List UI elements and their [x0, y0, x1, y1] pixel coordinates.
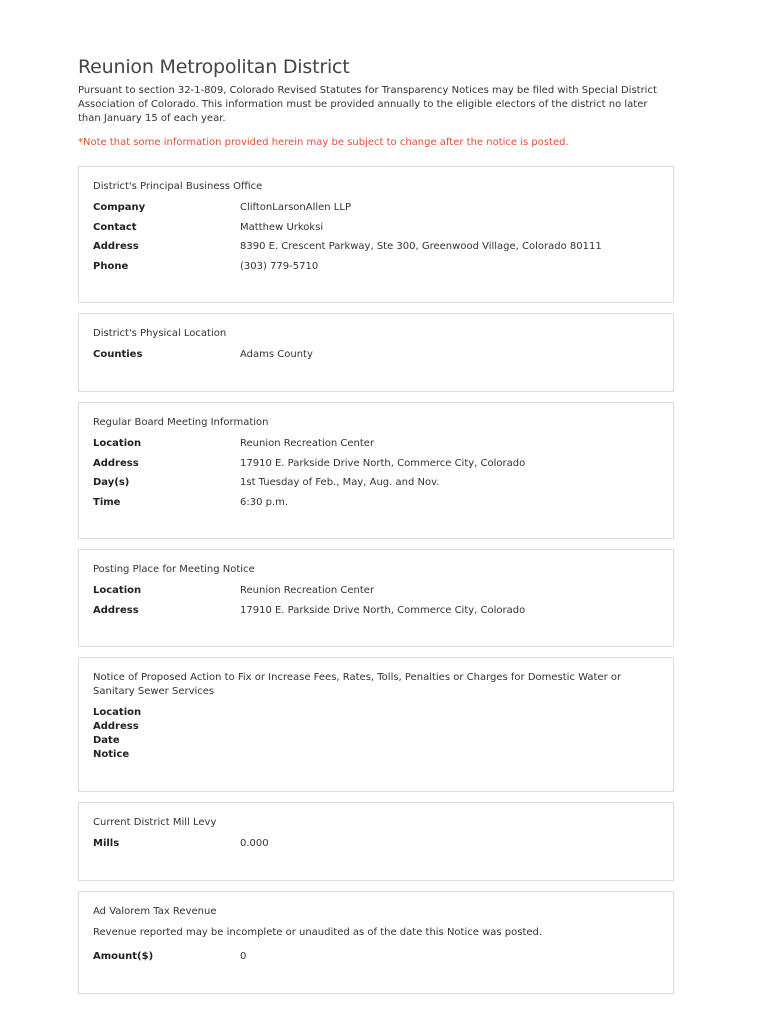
row-label: Location — [93, 585, 142, 596]
tax-revenue-card — [78, 891, 674, 994]
row-label: Day(s) — [93, 477, 130, 488]
row-value: 0 — [240, 951, 247, 962]
row-value: CliftonLarsonAllen LLP — [240, 202, 351, 213]
info-row — [93, 734, 659, 747]
board-meeting-card — [78, 402, 674, 539]
intro-text: Pursuant to section 32-1-809, Colorado Revised Statutes for Transparency Notices may be filed with Special District Association of Colorado. This information must be provided annually to the eligible electors of the district no later than January 15 of each year. — [78, 85, 657, 124]
mill-levy-card — [78, 802, 674, 881]
row-value: 0.000 — [240, 838, 269, 849]
row-label: Address — [93, 457, 139, 469]
principal-office-card — [78, 166, 674, 303]
row-value: 1st Tuesday of Feb., May, Aug. and Nov. — [240, 477, 440, 488]
row-value: 8390 E. Crescent Parkway, Ste 300, Greenwood Village, Colorado 80111 — [240, 241, 602, 252]
info-row — [93, 260, 659, 273]
change-note: *Note that some information provided herein may be subject to change after the notice is posted. — [78, 137, 569, 148]
page-title: Reunion Metropolitan District — [78, 56, 350, 78]
card-title: District's Physical Location — [93, 328, 227, 339]
info-row — [93, 496, 659, 509]
card-title: Posting Place for Meeting Notice — [93, 564, 255, 575]
row-label: Amount($) — [93, 951, 154, 962]
card-title: Notice of Proposed Action to Fix or Increase Fees, Rates, Tolls, Penalties or Charges for Domestic Water or Sanitary Sewer Services — [93, 672, 622, 697]
info-row — [93, 437, 659, 450]
row-value: 6:30 p.m. — [240, 496, 289, 508]
row-label: Date — [93, 735, 120, 746]
row-value: 17910 E. Parkside Drive North, Commerce City, Colorado — [240, 457, 526, 469]
row-value: Reunion Recreation Center — [240, 585, 375, 596]
row-value: Reunion Recreation Center — [240, 438, 375, 449]
info-row — [93, 457, 659, 470]
row-label: Contact — [93, 221, 137, 233]
info-row — [93, 720, 659, 733]
row-value: Adams County — [240, 349, 313, 360]
card-title: District's Principal Business Office — [93, 181, 263, 192]
row-value: (303) 779-5710 — [240, 260, 319, 272]
info-row — [93, 604, 659, 617]
info-row — [93, 201, 659, 214]
card-title: Regular Board Meeting Information — [93, 417, 269, 428]
info-row — [93, 476, 659, 489]
info-row — [93, 748, 659, 761]
row-label: Notice — [93, 749, 130, 760]
row-label: Company — [93, 202, 146, 213]
row-label: Counties — [93, 349, 143, 360]
row-label: Address — [93, 241, 139, 252]
info-row — [93, 240, 659, 253]
notice-page — [78, 55, 674, 1004]
row-value: Matthew Urkoksi — [240, 221, 324, 233]
info-row — [93, 584, 659, 597]
row-label: Phone — [93, 260, 129, 272]
info-row — [93, 221, 659, 234]
physical-location-card — [78, 313, 674, 392]
info-row — [93, 837, 659, 850]
row-label: Location — [93, 438, 142, 449]
row-value: 17910 E. Parkside Drive North, Commerce City, Colorado — [240, 604, 526, 616]
info-row — [93, 706, 659, 719]
row-label: Time — [93, 496, 121, 508]
card-title: Current District Mill Levy — [93, 817, 217, 828]
row-label: Address — [93, 721, 139, 732]
proposed-action-card — [78, 657, 674, 792]
row-label: Location — [93, 707, 142, 718]
row-label: Address — [93, 604, 139, 616]
posting-place-card — [78, 549, 674, 647]
card-title: Ad Valorem Tax Revenue — [93, 906, 217, 917]
card-description: Revenue reported may be incomplete or unaudited as of the date this Notice was posted. — [93, 927, 543, 938]
info-row — [93, 348, 659, 361]
row-label: Mills — [93, 838, 120, 849]
info-row — [93, 950, 659, 963]
